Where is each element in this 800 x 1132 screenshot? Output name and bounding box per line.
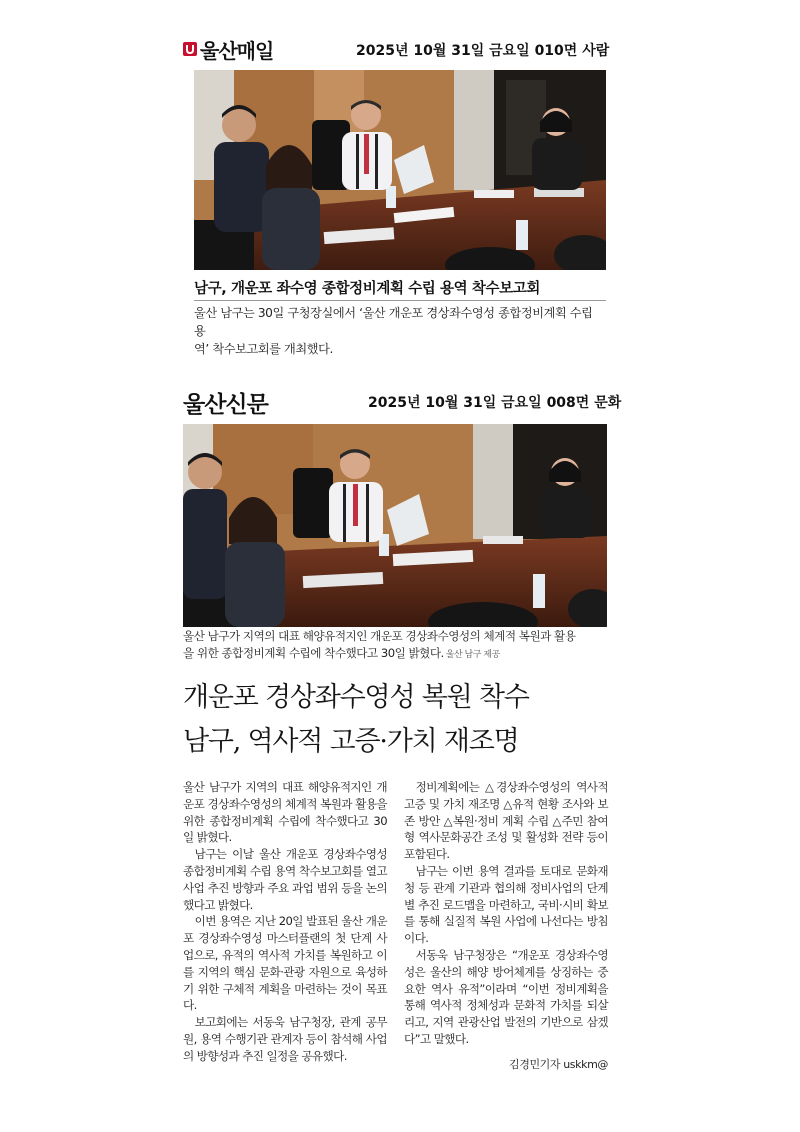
photo-credit: 울산 남구 제공 [445,650,500,660]
photo-meeting-icon [194,70,606,270]
paragraph: 정비계획에는 △경상좌수영성의 역사적 고증 및 가치 재조명 △유적 현황 조사와 보존 방안 △복원·정비 계획 수립 △주민 참여형 역사문화공간 조성 및 활성화 전략 등이 포함된다. [404,780,608,862]
caption-divider [194,300,606,301]
caption-line: 울산 남구는 30일 구청장실에서 ‘울산 개운포 경상좌수영성 종합정비계획 수립 용 [194,306,593,338]
masthead-title: 울산매일 [200,38,274,63]
article-headline: 개운포 경상좌수영성 복원 착수 [183,682,529,713]
publication-info: 2025년 10월 31일 금요일 010면 사람 [356,43,610,59]
article-body-left-column [183,779,387,1065]
caption-line: 역’ 착수보고회를 개최했다. [194,342,334,356]
masthead-ulsan-sinmun: 울산신문 [183,391,268,418]
paragraph: 서동욱 남구청장은 “개운포 경상좌수영성은 울산의 해양 방어체계를 상징하는 중요한 역사 유적”이라며 “이번 정비계획을 통해 역사적 정체성과 문화적 가치를 되살리고, 지역 관광산업 발전의 기반으로 삼겠다”고 말했다. [404,947,608,1046]
paragraph: 이번 용역은 지난 20일 발표된 울산 개운포 경상좌수영성 마스터플랜의 첫 단계 사업으로, 유적의 역사적 가치를 복원하고 이를 지역의 핵심 문화·관광 자원으로 육성하기 위한 구체적 계획을 마련하는 것이 목표다. [183,914,387,1013]
caption-line-with-credit [183,645,607,664]
paragraph: 보고회에는 서동욱 남구청장, 관계 공무원, 용역 수행기관 관계자 등이 참석해 사업의 방향성과 추진 일정을 공유했다. [183,1015,387,1063]
photo-meeting-icon [183,424,607,627]
meeting-photo [194,70,606,270]
photo-caption [194,304,606,358]
photo-caption-headline: 남구, 개운포 좌수영 종합정비계획 수립 용역 착수보고회 [194,280,540,297]
publication-info: 2025년 10월 31일 금요일 008면 문화 [368,395,622,411]
paragraph: 울산 남구가 지역의 대표 해양유적지인 개운포 경상좌수영성의 체계적 복원과 활용을 위한 종합정비계획 수립에 착수했다고 30일 밝혔다. [183,780,387,845]
masthead-ulsan-maeil [183,34,303,64]
caption-line: 을 위한 종합정비계획 수립에 착수했다고 30일 밝혔다. [183,646,444,660]
ulsan-maeil-logo-icon [183,42,197,56]
article-body-right-column [404,779,608,1048]
reporter-byline: 김경민기자 uskkm@ [509,1058,608,1071]
paragraph: 남구는 이날 울산 개운포 경상좌수영성 종합정비계획 수립 용역 착수보고회를 열고 사업 추진 방향과 주요 과업 범위 등을 논의했다고 밝혔다. [183,847,387,912]
paragraph: 남구는 이번 용역 결과를 토대로 문화재청 등 관계 기관과 협의해 정비사업의 단계별 추진 로드맵을 마련하고, 국비·시비 확보를 통해 실질적 복원 사업에 나선다는 방침이다. [404,863,608,946]
photo-caption [183,628,607,664]
meeting-photo [183,424,607,627]
article-subheadline: 남구, 역사적 고증·가치 재조명 [183,726,519,757]
caption-line: 울산 남구가 지역의 대표 해양유적지인 개운포 경상좌수영성의 체계적 복원과 활용 [183,629,576,643]
